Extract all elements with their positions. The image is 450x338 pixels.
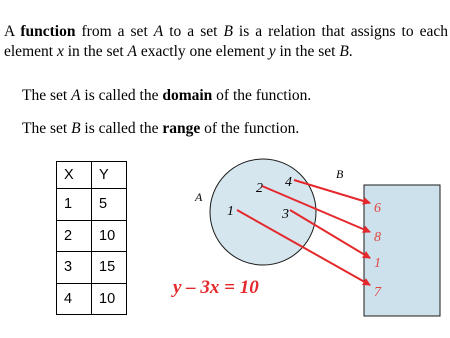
set-b-label: B bbox=[336, 167, 344, 181]
table-cell: 5 bbox=[92, 189, 127, 221]
range-element: 1 bbox=[374, 256, 381, 271]
range-element: 7 bbox=[374, 285, 381, 300]
table-header-cell: X bbox=[57, 162, 92, 189]
table-cell: 2 bbox=[57, 220, 92, 252]
table-cell: 1 bbox=[57, 189, 92, 221]
domain-element: 3 bbox=[282, 207, 289, 222]
function-definition: A function from a set A to a set B is a relation that assigns to each element x in the set A exactly one element y in the set B. bbox=[4, 23, 449, 60]
table-cell: 10 bbox=[92, 283, 127, 315]
domain-element: 4 bbox=[285, 175, 292, 190]
range-definition: The set B is called the range of the function. bbox=[22, 120, 300, 137]
domain-element: 2 bbox=[256, 181, 263, 196]
domain-definition: The set A is called the domain of the function. bbox=[22, 87, 312, 104]
table-header-cell: Y bbox=[92, 162, 127, 189]
range-element: 6 bbox=[374, 201, 381, 216]
term-range: range bbox=[162, 120, 201, 137]
table-cell: 15 bbox=[92, 252, 127, 284]
equation: y – 3x = 10 bbox=[173, 277, 259, 298]
domain-set-ellipse bbox=[210, 159, 316, 265]
range-element: 8 bbox=[374, 230, 381, 245]
table-cell: 4 bbox=[57, 283, 92, 315]
term-domain: domain bbox=[162, 87, 213, 104]
set-a-label: A bbox=[195, 190, 203, 204]
domain-element: 1 bbox=[227, 204, 234, 219]
term-function: function bbox=[20, 23, 76, 40]
table-cell: 10 bbox=[92, 220, 127, 252]
table-cell: 3 bbox=[57, 252, 92, 284]
